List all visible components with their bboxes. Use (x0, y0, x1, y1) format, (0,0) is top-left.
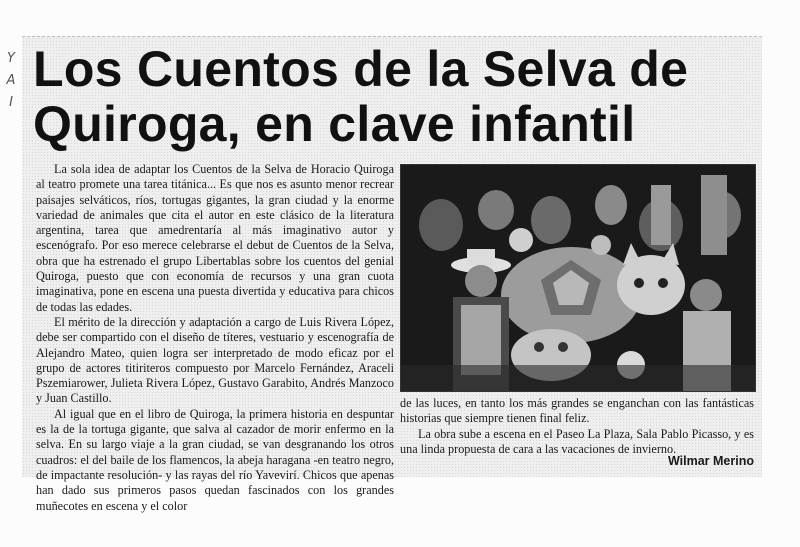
margin-letter: A (6, 73, 16, 88)
headline-line-1: Los Cuentos de la Selva de (33, 41, 689, 97)
puppet-stage-photo (401, 165, 755, 391)
article-paragraph: Al igual que en el libro de Quiroga, la primera historia en despuntar es la de la tortuga gigante, que salva al cazador de morir enfermo en la selva. En su largo viaje a la gran ciudad, se van desgranando los otros cuadros: el del baile de los flamencos, la abeja haragana -en teatro negro, de impactante resolución- y las rayas del río Yavevirí. Chicos que apenas han dado sus primeros pasos quedan fascinados con los grandes muñecotes en escena y el color (36, 406, 394, 513)
article-paragraph-closing: La obra sube a escena en el Paseo La Plaza, Sala Pablo Picasso, y es una linda propuesta de cara a las vacaciones de invierno. (400, 426, 754, 456)
article-paragraph-continuation: de las luces, en tanto los más grandes se enganchan con las fantásticas historias que siempre tienen final feliz. (400, 396, 754, 426)
margin-letter: Y (7, 51, 15, 66)
article-photo (400, 164, 756, 392)
headline-line-2: Quiroga, en clave infantil (33, 96, 636, 152)
article-paragraph: La sola idea de adaptar los Cuentos de la Selva de Horacio Quiroga al teatro promete una tarea titánica... Es que nos es asunto menor recrear paisajes selváticos, ríos, tortugas gigantes, la gran ciudad y la enorme variedad de animales que cita el autor en este clásico de la literatura argentina, tarea que amedrentaría al más imaginativo autor y escenógrafo. Por eso merece celebrarse el debut de Cuentos de la Selva, obra que ha estrenado el grupo Libertablas sobre los cuentos del genial Quiroga, puesto que con economía de recursos y una gran cuota imaginativa, pone en escena una puesta divertida y educativa para chicos de todas las edades. (36, 162, 394, 314)
handwritten-margin-note (4, 48, 18, 114)
article-continuation-column (400, 396, 754, 457)
author-byline: Wilmar Merino (667, 454, 754, 468)
article-body-column (36, 162, 394, 514)
headline (33, 42, 753, 152)
margin-letter: I (9, 95, 13, 110)
article-paragraph: El mérito de la dirección y adaptación a cargo de Luis Rivera López, debe ser compartido con el diseño de títeres, vestuario y escenografía de Alejandro Mateo, quien logra ser interpretado de modo eficaz por el grupo de actores titiriteros compuesto por Marcelo Fernández, Araceli Pszemiarower, Julieta Rivera López, Gustavo Garabito, Andrés Manzoco y Juan Castillo. (36, 314, 394, 406)
